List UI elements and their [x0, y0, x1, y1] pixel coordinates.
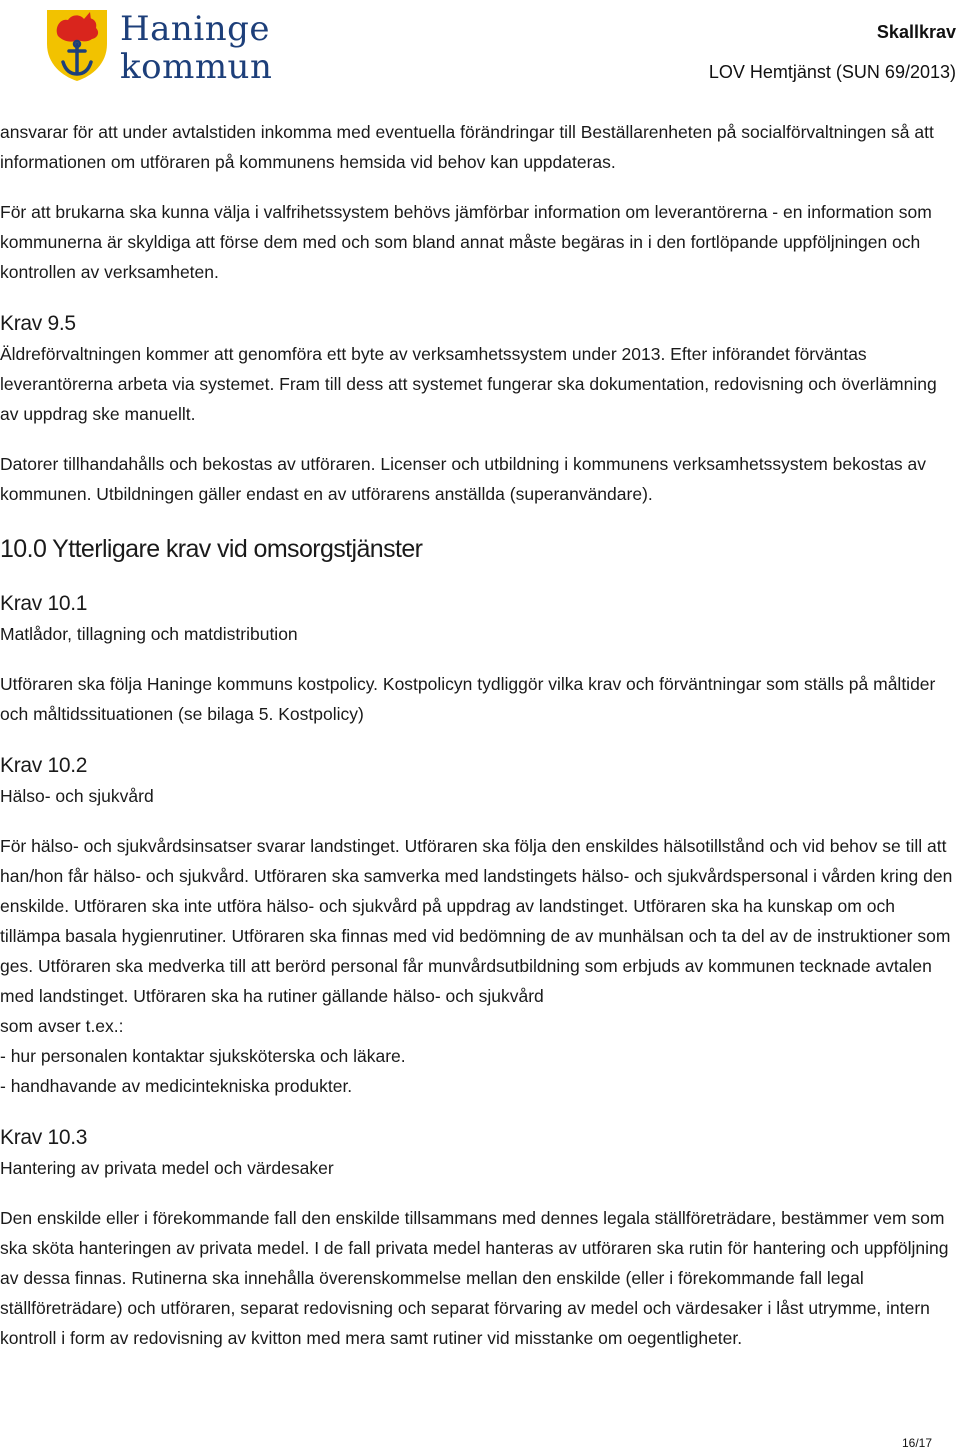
paragraph-line: som avser t.ex.:	[0, 1016, 124, 1036]
list-item: - hur personalen kontaktar sjuksköterska och läkare.	[0, 1046, 406, 1066]
page-number: 16/17	[901, 1436, 932, 1450]
logo-text-kommun: kommun	[120, 47, 273, 87]
logo-text-haninge: Haninge	[120, 9, 270, 49]
paragraph: ansvarar för att under avtalstiden inkomma med eventuella förändringar till Beställarenheten på socialförvaltningen så att informationen om utföraren på kommunens hemsida vid behov kan uppdateras.	[0, 122, 934, 172]
paragraph: Datorer tillhandahålls och bekostas av utföraren. Licenser och utbildning i kommunens verksamhetssystem bekostas av kommunen. Utbildningen gäller endast en av utförarens anställda (superanvändare).	[0, 454, 927, 504]
coat-of-arms-icon	[44, 6, 110, 82]
krav-10-1-subtitle: Matlådor, tillagning och matdistribution	[0, 624, 298, 644]
paragraph: För att brukarna ska kunna välja i valfrihetssystem behövs jämförbar information om leverantörerna - en information som kommunerna är skyldiga att förse dem med och som bland annat måste begäras in i den fortlöpande uppföljningen och kontrollen av verksamheten.	[0, 202, 932, 282]
paragraph: Den enskilde eller i förekommande fall den enskilde tillsammans med dennes legala ställföreträdare, bestämmer vem som ska sköta hanteringen av privata medel. I de fall privata medel hanteras av utföraren ska rutin för hantering och uppföljning av dessa finnas. Rutinerna ska innehålla överenskommelse mellan den enskilde (eller i förekommande fall legal ställföreträdare) och utföraren, separat redovisning och separat förvaring av medel och värdesaker i låst utrymme, intern kontroll i form av redovisning av kvitton med mera samt rutiner vid misstanke om oegentligheter.	[0, 1208, 949, 1348]
document-subtitle: LOV Hemtjänst (SUN 69/2013)	[708, 62, 956, 82]
krav-10-2-subtitle: Hälso- och sjukvård	[0, 786, 154, 806]
krav-10-2-heading: Krav 10.2	[0, 754, 88, 777]
haninge-kommun-logo	[44, 6, 284, 87]
section-10-heading: 10.0 Ytterligare krav vid omsorgstjänster	[0, 535, 423, 563]
krav-10-3-subtitle: Hantering av privata medel och värdesaker	[0, 1158, 334, 1178]
paragraph: Utföraren ska följa Haninge kommuns kostpolicy. Kostpolicyn tydliggör vilka krav och förväntningar som ställs på måltider och måltidssituationen (se bilaga 5. Kostpolicy)	[0, 674, 936, 724]
krav-10-3-heading: Krav 10.3	[0, 1126, 88, 1149]
list-item: - handhavande av medicintekniska produkter.	[0, 1076, 353, 1096]
document-body	[0, 117, 956, 1353]
paragraph: För hälso- och sjukvårdsinsatser svarar landstinget. Utföraren ska följa den enskildes hälsotillstånd och vid behov se till att han/hon får hälso- och sjukvård. Utföraren ska samverka med landstingets hälso- och sjukvårdspersonal i vården kring den enskilde. Utföraren ska inte utföra hälso- och sjukvård på uppdrag av landstinget. Utföraren ska ha kunskap om och tillämpa basala hygienrutiner. Utföraren ska finnas med vid bedömning de av munhälsan och ta del av de instruktioner som ges. Utföraren ska medverka till att berörd personal får munvårdsutbildning som erbjuds av kommunen tecknade avtalen med landstinget. Utföraren ska ha rutiner gällande hälso- och sjukvård	[0, 836, 953, 1006]
document-title: Skallkrav	[876, 22, 956, 42]
page-header	[0, 0, 960, 100]
krav-10-1-heading: Krav 10.1	[0, 592, 88, 615]
krav-9-5-heading: Krav 9.5	[0, 312, 76, 335]
paragraph: Äldreförvaltningen kommer att genomföra ett byte av verksamhetssystem under 2013. Efter införandet förväntas leverantörerna arbeta via systemet. Fram till dess att systemet fungerar ska dokumentation, redovisning och överlämning av uppdrag ske manuellt.	[0, 344, 937, 424]
